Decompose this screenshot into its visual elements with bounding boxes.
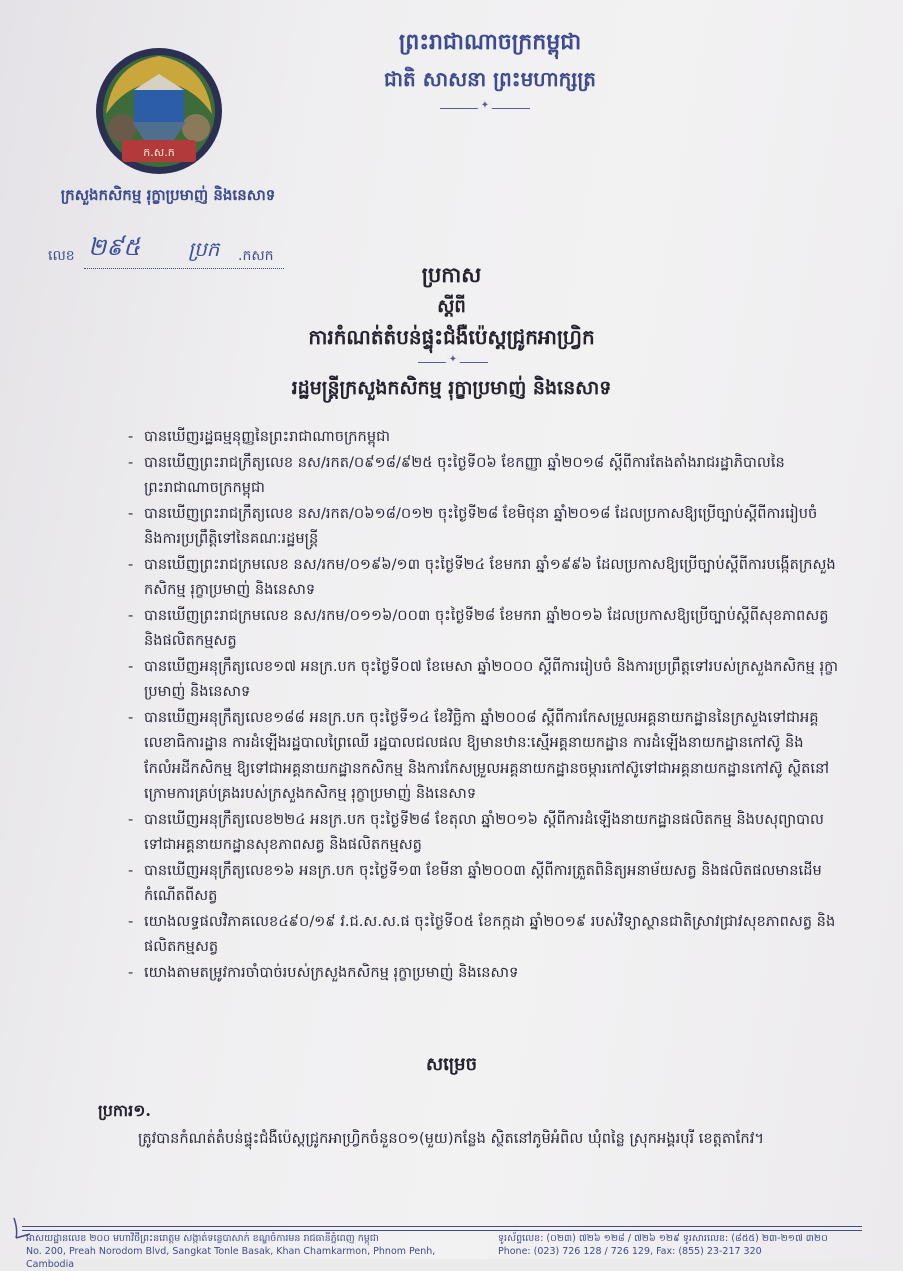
list-item: - បានឃើញអនុក្រឹត្យលេខ១៧ អនក្រ.បក ចុះថ្ងៃទី០៧ ខែមេសា ឆ្នាំ២០០០ ស្តីពីការរៀបចំ និងការប្រព្រឹត្តទៅរបស់ក្រសួងកសិកម្ម រុក្ខាប្រមាញ់ និងនេសាទ — [128, 654, 840, 705]
reference-handwritten-number: ២៩៥ — [88, 233, 141, 261]
list-item: - បានឃើញព្រះរាជក្រឹត្យលេខ នស/រកត/០៦១៨/០១២ ចុះថ្ងៃទី២៨ ខែមិថុនា ឆ្នាំ២០១៨ ដែលប្រកាសឱ្យប្រើច្បាប់ស្តីពីការរៀបចំ និងការប្រព្រឹត្តិទៅនៃគណៈរដ្ឋមន្ត្រី — [128, 501, 840, 552]
decision-heading: សម្រេច — [425, 1054, 478, 1075]
footer-contact — [498, 1232, 868, 1258]
list-item: - បានឃើញអនុក្រឹត្យលេខ១៨៨ អនក្រ.បក ចុះថ្ងៃទី១៤ ខែវិច្ឆិកា ឆ្នាំ២០០៨ ស្តីពីការកែសម្រួលអគ្គនាយកដ្ឋាននៃក្រសួងទៅជាអគ្គលេខាធិការដ្ឋាន ការដំឡើងរដ្ឋបាលព្រៃឈើ រដ្ឋបាលជលផល ឱ្យមានឋានៈស្មើអគ្គនាយកដ្ឋាន ការដំឡើងនាយកដ្ឋានកៅស៊ូ និងកែលំអដីកសិកម្ម ឱ្យទៅជាអគ្គនាយកដ្ឋានកសិកម្ម និងការកែសម្រួលអគ្គនាយកដ្ឋានចម្ការកៅស៊ូទៅជាអគ្គនាយកដ្ឋានកៅស៊ូ ស្ថិតនៅក្រោមការគ្រប់គ្រងរបស់ក្រសួងកសិកម្ម រុក្ខាប្រមាញ់ និងនេសាទ — [128, 705, 840, 807]
footer-address-en: No. 200, Preah Norodom Blvd, Sangkat Tonle Basak, Khan Chamkarmon, Phnom Penh, Cambodia — [26, 1246, 436, 1270]
seal-text: ក.ស.ក — [143, 146, 175, 159]
issuer-heading: រដ្ឋមន្ត្រីក្រសួងកសិកម្ម រុក្ខាប្រមាញ់ និងនេសាទ — [291, 377, 612, 399]
article-body: ត្រូវបានកំណត់តំបន់ផ្ទុះជំងឺប៉េស្តជ្រូកអាហ្វ្រិកចំនួន០១(មួយ)កន្លែង ស្ថិតនៅភូមិអំពិល ឃុំពន្លៃ ស្រុកអង្គរបុរី ខេត្តតាកែវ។ — [138, 1130, 764, 1147]
document-type: ប្រកាស — [421, 262, 482, 287]
list-item: - បានឃើញរដ្ឋធម្មនុញ្ញនៃព្រះរាជាណាចក្រកម្ពុជា — [128, 424, 840, 450]
document-subject: ការកំណត់តំបន់ផ្ទុះជំងឺប៉េស្តជ្រូកអាហ្វ្រិក — [308, 325, 595, 349]
footer-address — [26, 1232, 466, 1271]
ministry-seal-icon — [92, 44, 226, 178]
footer-phone-en: Phone: (023) 726 128 / 726 129, Fax: (855) 23-217 320 — [498, 1246, 762, 1257]
national-motto: ជាតិ សាសនា ព្រះមហាក្សត្រ — [384, 67, 596, 91]
list-item: - បានឃើញព្រះរាជក្រមលេខ នស/រកម/០១៩៦/១៣ ចុះថ្ងៃទី២៤ ខែមករា ឆ្នាំ១៩៩៦ ដែលប្រកាសឱ្យប្រើច្បាប់ស្តីពីការបង្កើតក្រសួងកសិកម្ម រុក្ខាប្រមាញ់ និងនេសាទ — [128, 552, 840, 603]
list-item: - បានឃើញអនុក្រឹត្យលេខ២២៤ អនក្រ.បក ចុះថ្ងៃទី២៨ ខែតុលា ឆ្នាំ២០១៦ ស្តីពីការដំឡើងនាយកដ្ឋានផលិតកម្ម និងបសុព្យាបាល ទៅជាអគ្គនាយកដ្ឋានសុខភាពសត្វ និងផលិតកម្មសត្វ — [128, 807, 840, 858]
document-about: ស្តីពី — [437, 296, 466, 317]
list-item: - យោងតាមតម្រូវការចាំបាច់របស់ក្រសួងកសិកម្ម រុក្ខាប្រមាញ់ និងនេសាទ — [128, 960, 840, 986]
list-item: - បានឃើញអនុក្រឹត្យលេខ១៦ អនក្រ.បក ចុះថ្ងៃទី១៣ ខែមីនា ឆ្នាំ២០០៣ ស្តីពីការត្រួតពិនិត្យអនាម័យសត្វ និងផលិតផលមានដើមកំណើតពីសត្វ — [128, 858, 840, 909]
motto-ornament — [440, 108, 530, 109]
footer-divider — [22, 1226, 862, 1231]
considerations-list — [128, 424, 840, 985]
footer-phone-kh: ទូរស័ព្ទលេខ: (០២៣) ៧២៦ ១២៨ / ៧២៦ ១២៩ ទូរសារលេខ: (៨៥៥) ២៣-២១៧ ៣២០ — [498, 1233, 828, 1244]
title-ornament — [418, 362, 488, 363]
ministry-name: ក្រសួងកសិកម្ម រុក្ខាប្រមាញ់ និងនេសាទ — [60, 186, 276, 204]
list-item: - បានឃើញព្រះរាជក្រមលេខ នស/រកម/០១១៦/០០៣ ចុះថ្ងៃទី២៨ ខែមករា ឆ្នាំ២០១៦ ដែលប្រកាសឱ្យប្រើច្បាប់ស្តីពីសុខភាពសត្វ និងផលិតកម្មសត្វ — [128, 603, 840, 654]
footer-address-kh: អាសយដ្ឋានលេខ ២០០ មហាវិថីព្រះនរោត្តម សង្កាត់ទន្លេបាសាក់ ខណ្ឌចំការមន រាជធានីភ្នំពេញ កម្ពុជា — [26, 1233, 379, 1244]
reference-handwritten-code: ប្រក — [188, 237, 220, 261]
reference-prefix: លេខ — [48, 248, 75, 264]
article-label: ប្រការ១. — [98, 1101, 151, 1120]
kingdom-heading: ព្រះរាជាណាចក្រកម្ពុជា — [398, 29, 582, 55]
list-item: - យោងលទ្ធផលវិភាគលេខ៤៩០/១៩ វ.ជ.ស.ស.ផ ចុះថ្ងៃទី០៥ ខែកក្កដា ឆ្នាំ២០១៩ របស់វិទ្យាស្ថានជាតិស្រាវជ្រាវសុខភាពសត្វ និងផលិតកម្មសត្វ — [128, 909, 840, 960]
reference-suffix: .កសក — [238, 248, 274, 264]
list-item: - បានឃើញព្រះរាជក្រឹត្យលេខ នស/រកត/០៩១៨/៩២៥ ចុះថ្ងៃទី០៦ ខែកញ្ញា ឆ្នាំ២០១៨ ស្តីពីការតែងតាំងរាជរដ្ឋាភិបាលនៃព្រះរាជាណាចក្រកម្ពុជា — [128, 450, 840, 501]
